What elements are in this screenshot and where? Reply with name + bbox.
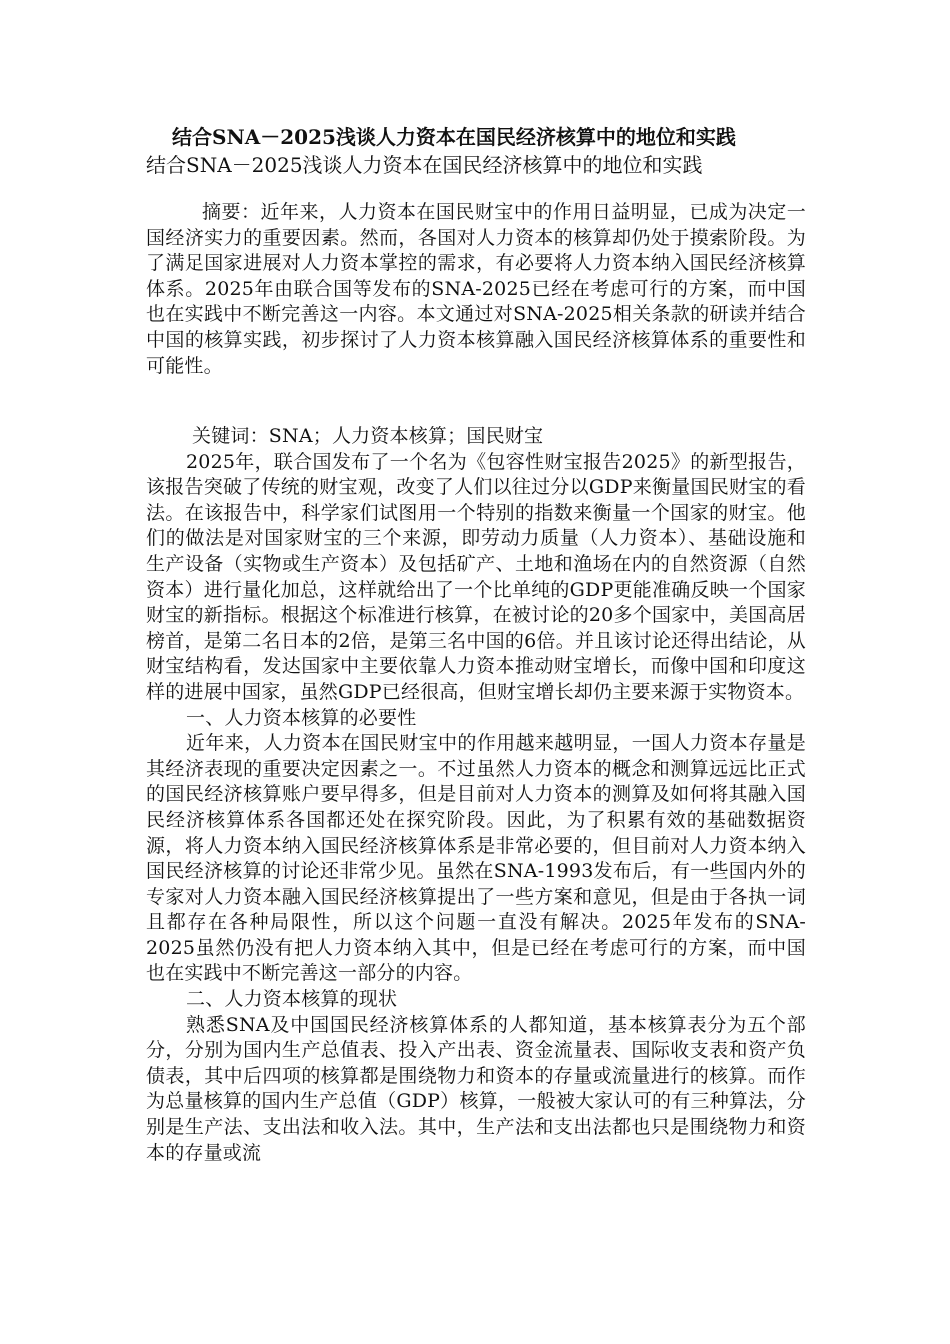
document-title-bold: 结合SNA－2025浅谈人力资本在国民经济核算中的地位和实践 <box>172 125 736 149</box>
section2-heading: 二、人力资本核算的现状 <box>186 988 398 1011</box>
intro-paragraph: 2025年，联合国发布了一个名为《包容性财宝报告2025》的新型报告，该报告突破了传统的财宝观，改变了人们以往过分以GDP来衡量国民财宝的看法。在该报告中，科学家们试图用一个特别的指数来衡量一个国家的财宝。他们的做法是对国家财宝的三个来源，即劳动力质量（人力资本）、基础设施和生产设备（实物或生产资本）及包括矿产、土地和渔场在内的自然资源（自然资本）进行量化加总，这样就给出了一个比单纯的GDP更能准确反映一个国家财宝的新指标。根据这个标准进行核算，在被讨论的20多个国家中，美国高居榜首，是第二名日本的2倍，是第三名中国的6倍。并且该讨论还得出结论，从财宝结构看，发达国家中主要依靠人力资本推动财宝增长，而像中国和印度这样的进展中国家，虽然GDP已经很高，但财宝增长却仍主要来源于实物资本。 <box>146 450 806 703</box>
document-title-plain: 结合SNA－2025浅谈人力资本在国民经济核算中的地位和实践 <box>146 153 703 177</box>
section1-paragraph: 近年来，人力资本在国民财宝中的作用越来越明显，一国人力资本存量是其经济表现的重要决定因素之一。不过虽然人力资本的概念和测算远远比正式的国民经济核算账户要早得多，但是目前对人力资本的测算及如何将其融入国民经济核算体系各国都还处在探究阶段。因此，为了积累有效的基础数据资源，将人力资本纳入国民经济核算体系是非常必要的，但目前对人力资本纳入国民经济核算的讨论还非常少见。虽然在SNA-1993发布后，有一些国内外的专家对人力资本融入国民经济核算提出了一些方案和意见，但是由于各执一词且都存在各种局限性，所以这个问题一直没有解决。2025年发布的SNA-2025虽然仍没有把人力资本纳入其中，但是已经在考虑可行的方案，而中国也在实践中不断完善这一部分的内容。 <box>146 732 806 985</box>
abstract-section <box>146 200 806 379</box>
keywords-line: 关键词：SNA；人力资本核算；国民财宝 <box>192 425 544 447</box>
main-body <box>146 424 806 1166</box>
section2-paragraph: 熟悉SNA及中国国民经济核算体系的人都知道，基本核算表分为五个部分，分别为国内生产总值表、投入产出表、资金流量表、国际收支表和资产负债表，其中后四项的核算都是围绕物力和资本的存量或流量进行的核算。而作为总量核算的国内生产总值（GDP）核算，一般被大家认可的有三种算法，分别是生产法、支出法和收入法。其中，生产法和支出法都也只是围绕物力和资本的存量或流 <box>146 1013 806 1164</box>
abstract-paragraph: 摘要：近年来，人力资本在国民财宝中的作用日益明显，已成为决定一国经济实力的重要因素。然而，各国对人力资本的核算却仍处于摸索阶段。为了满足国家进展对人力资本掌控的需求，有必要将人力资本纳入国民经济核算体系。2025年由联合国等发布的SNA-2025已经在考虑可行的方案，而中国也在实践中不断完善这一内容。本文通过对SNA-2025相关条款的研读并结合中国的核算实践，初步探讨了人力资本核算融入国民经济核算体系的重要性和可能性。 <box>146 201 806 377</box>
section1-heading: 一、人力资本核算的必要性 <box>186 706 417 729</box>
